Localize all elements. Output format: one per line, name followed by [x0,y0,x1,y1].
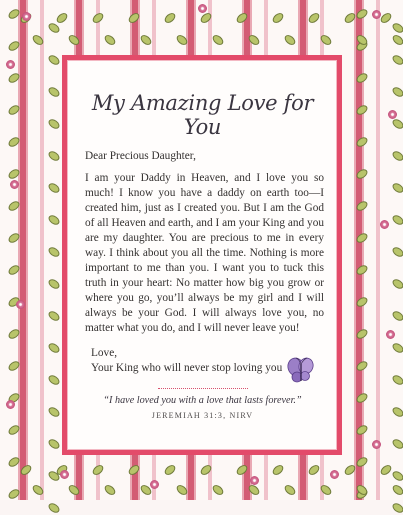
letter-card-inner [67,60,337,450]
flower-decoration [22,12,31,21]
closing-love: Love, [91,347,118,359]
letter-salutation: Dear Precious Daughter, [85,150,196,162]
flower-decoration [250,476,259,485]
flower-decoration [372,10,381,19]
verse-divider [158,388,248,389]
leaf-decoration [47,501,61,514]
flower-decoration [388,110,397,119]
flower-decoration [330,470,339,479]
flower-decoration [10,180,19,189]
closing-signature: Your King who will never stop loving you [91,362,283,374]
verse-quote: “I have loved you with a love that lasts forever.” [103,395,302,406]
letter-title: My Amazing Love for You [91,91,314,139]
flower-decoration [150,480,159,489]
flower-decoration [60,470,69,479]
verse-reference: JEREMIAH 31:3, NIRV [151,411,254,420]
flower-decoration [372,440,381,449]
butterfly-icon [284,356,318,386]
leaf-decoration [391,501,403,514]
letter-closing [91,346,324,376]
flower-decoration [16,300,25,309]
letter-card [62,55,342,455]
flower-decoration [6,400,15,409]
flower-decoration [6,60,15,69]
letter-body: I am your Daddy in Heaven, and I love you so much! I know you have a daddy on earth too—I created him, just as I created you. But I am the God of all Heaven and earth, and I am your King and you are my daughter. You are precious to me in every way. I think about you all the time. Nothing is more important to me than you. I want you to tuck this truth in your heart: No matter how big you grow or where you go, you’ll always be my girl and I will always be your God. I will always love you, no matter what you do, and I will never leave you! [85,172,324,334]
flower-decoration [198,4,207,13]
flower-decoration [380,220,389,229]
flower-decoration [386,330,395,339]
